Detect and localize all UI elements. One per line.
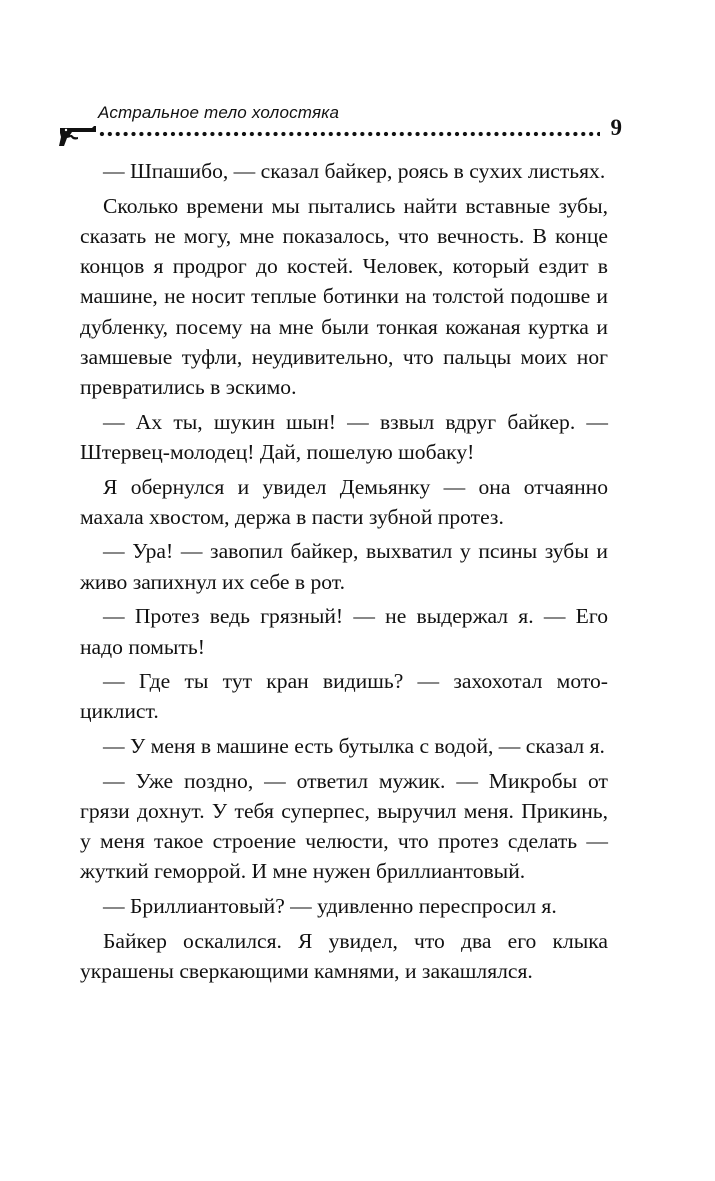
paragraph: Байкер оскалился. Я увидел, что два его клыка украшены сверкающими камнями, и закашлялся. — [80, 928, 608, 984]
revolver-icon — [58, 125, 98, 147]
paragraph: Я обернулся и увидел Демьянку — она отчаянно махала хвостом, держа в пасти зубной протез. — [80, 474, 608, 529]
body-text — [80, 156, 608, 991]
paragraph: Сколько времени мы пытались найти вставные зубы, сказать не могу, мне показалось, что вечность. В конце концов я продрог до костей. Человек, который ездит в машине, не носит теплые ботинки на толстой подошве и дубленку, посему на мне были тонкая кожаная куртка и замшевые туфли, неудивительно, что пальцы моих ног превратились в эскимо. — [80, 193, 608, 399]
running-header — [58, 100, 630, 150]
paragraph: — У меня в машине есть бутылка с водой, — сказал я. — [103, 734, 605, 759]
paragraph: — Ура! — завопил байкер, выхватил у псины зубы и живо запихнул их себе в рот. — [80, 539, 608, 594]
dot-leader — [98, 130, 600, 138]
page-number: 9 — [610, 115, 622, 140]
paragraph: — Шпашибо, — сказал байкер, роясь в сухих листьях. — [103, 159, 606, 183]
paragraph: — Ах ты, шукин шын! — взвыл вдруг байкер. — Штервец-молодец! Дай, пошелую шобаку! — [80, 409, 608, 464]
paragraph: — Протез ведь грязный! — не выдержал я. — Его надо помыть! — [80, 604, 608, 659]
paragraph: — Бриллиантовый? — удивленно переспросил я. — [103, 894, 557, 919]
paragraph: — Уже поздно, — ответил мужик. — Микробы от грязи дохнут. У тебя суперпес, выручил меня. Прикинь, у меня такое строение челюсти, что протез сделать — жуткий геморрой. И мне нужен бриллиантовый. — [80, 768, 608, 884]
running-title: Астральное тело холостяка — [98, 103, 340, 122]
paragraph: — Где ты тут кран видишь? — захохотал мотоциклист. — [80, 669, 608, 724]
